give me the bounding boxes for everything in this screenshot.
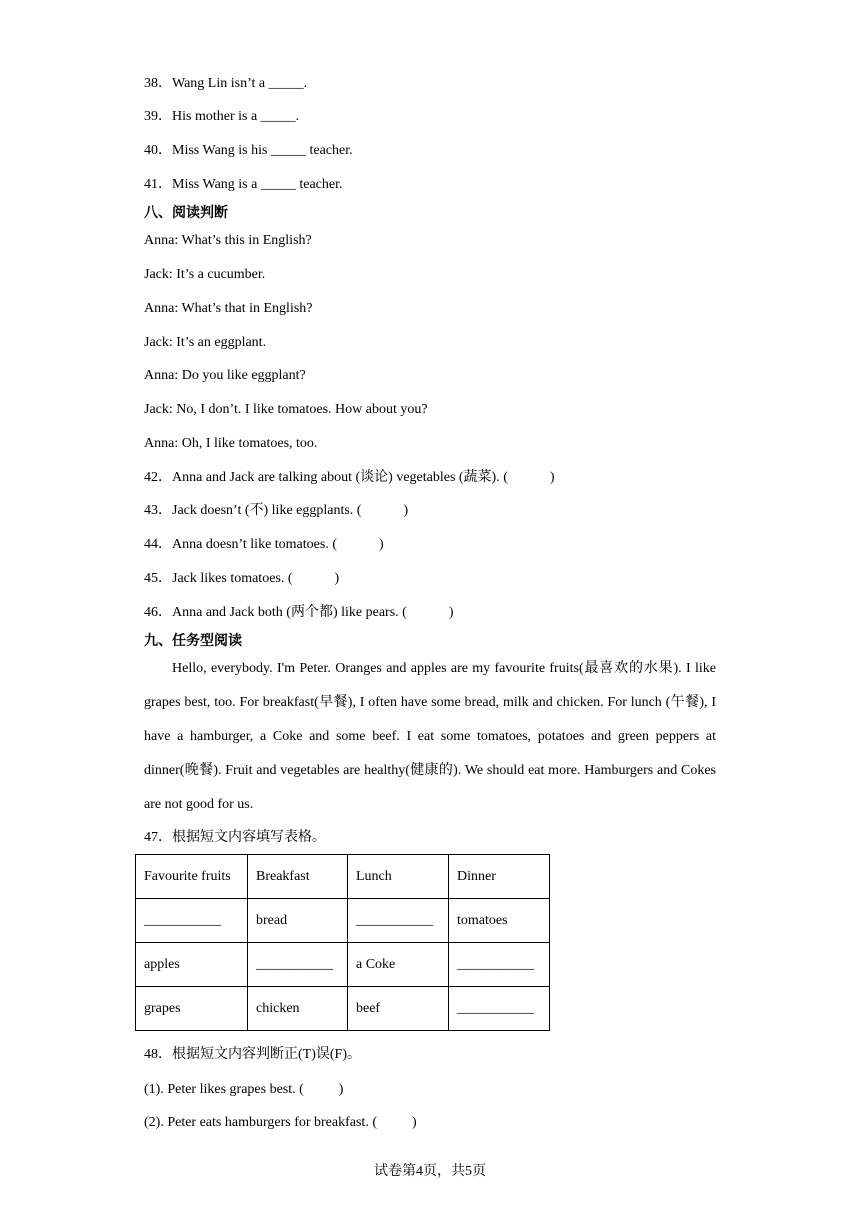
- dialogue-line: Anna: What’s that in English?: [144, 301, 313, 316]
- table-cell: grapes: [136, 987, 248, 1031]
- table-cell: tomatoes: [449, 899, 550, 943]
- question-38: 38．Wang Lin isn’t a _____.: [144, 76, 308, 91]
- dialogue-line: Jack: It’s a cucumber.: [144, 267, 266, 282]
- question-48-item: (2). Peter eats hamburgers for breakfast. ( ): [144, 1115, 417, 1130]
- question-39: 39．His mother is a _____.: [144, 109, 300, 124]
- question-42: 42．Anna and Jack are talking about (谈论) vegetables (蔬菜). ( ): [144, 470, 555, 485]
- table-cell: apples: [136, 943, 248, 987]
- table-header-cell: Lunch: [348, 855, 449, 899]
- table-cell: a Coke: [348, 943, 449, 987]
- table-cell: ___________: [136, 899, 248, 943]
- question-44: 44．Anna doesn’t like tomatoes. ( ): [144, 537, 384, 552]
- dialogue-line: Anna: What’s this in English?: [144, 233, 312, 248]
- table-cell: beef: [348, 987, 449, 1031]
- question-48-item: (1). Peter likes grapes best. ( ): [144, 1082, 344, 1097]
- question-48: 48．根据短文内容判断正(T)误(F)。: [144, 1047, 361, 1062]
- table-cell: ___________: [449, 987, 550, 1031]
- dialogue-line: Anna: Do you like eggplant?: [144, 368, 306, 383]
- question-45: 45．Jack likes tomatoes. ( ): [144, 571, 340, 586]
- question-46: 46．Anna and Jack both (两个都) like pears. ( ): [144, 605, 454, 620]
- table-header-cell: Breakfast: [248, 855, 348, 899]
- table-cell: bread: [248, 899, 348, 943]
- table-cell: ___________: [449, 943, 550, 987]
- table-cell: ___________: [348, 899, 449, 943]
- question-43: 43．Jack doesn’t (不) like eggplants. ( ): [144, 503, 409, 518]
- question-40: 40．Miss Wang is his _____ teacher.: [144, 143, 353, 158]
- dialogue-line: Anna: Oh, I like tomatoes, too.: [144, 436, 318, 451]
- table-row: [136, 943, 550, 987]
- question-47: 47．根据短文内容填写表格。: [144, 830, 326, 845]
- table-row: [136, 987, 550, 1031]
- table-header-cell: Favourite fruits: [136, 855, 248, 899]
- page-footer: 试卷第4页，共5页: [374, 1164, 486, 1179]
- section-8-heading: 八、阅读判断: [144, 205, 228, 221]
- section-9-heading: 九、任务型阅读: [144, 633, 242, 649]
- answer-table: [135, 854, 550, 1031]
- question-41: 41．Miss Wang is a _____ teacher.: [144, 177, 343, 192]
- table-header-row: [136, 855, 550, 899]
- dialogue-line: Jack: No, I don’t. I like tomatoes. How about you?: [144, 402, 428, 417]
- table-header-cell: Dinner: [449, 855, 550, 899]
- table-row: [136, 899, 550, 943]
- reading-passage: Hello, everybody. I'm Peter. Oranges and apples are my favourite fruits(最喜欢的水果). I like grapes best, too. For breakfast(早餐), I often have some bread, milk and chicken. For lunch (午餐), I have a hamburger, a Coke and some beef. I eat some tomatoes, potatoes and green peppers at dinner(晚餐). Fruit and vegetables are healthy(健康的). We should eat more. Hamburgers and Cokes are not good for us.: [144, 661, 716, 812]
- dialogue-line: Jack: It’s an eggplant.: [144, 335, 267, 350]
- table-cell: ___________: [248, 943, 348, 987]
- table-cell: chicken: [248, 987, 348, 1031]
